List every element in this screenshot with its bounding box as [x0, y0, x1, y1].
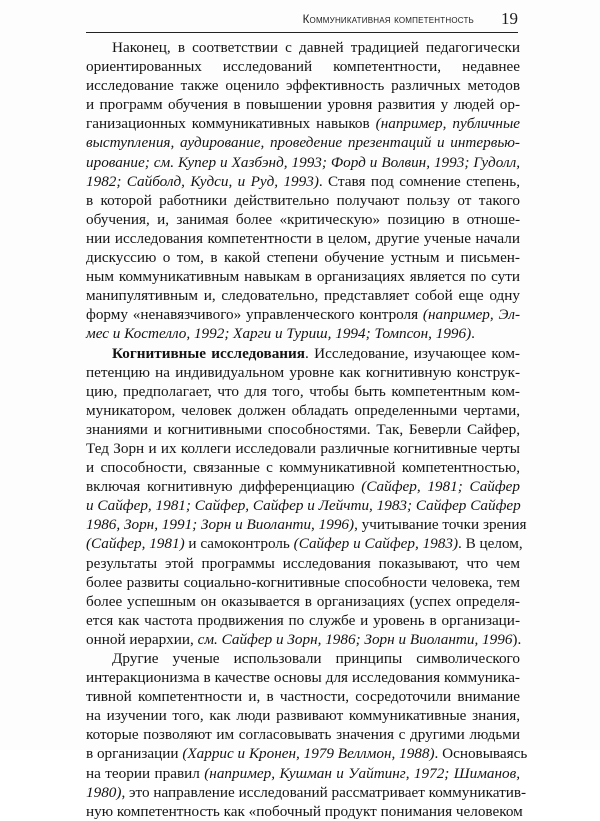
- text-line: [86, 573, 520, 592]
- text-run: интеракционизма в качестве основы для исследования коммуника-: [86, 669, 520, 687]
- text-line: [86, 611, 520, 630]
- text-line: [86, 95, 520, 114]
- text-run: .: [471, 325, 475, 343]
- text-line: [86, 592, 520, 611]
- text-run: ).: [512, 630, 522, 648]
- text-line: [86, 344, 520, 363]
- text-run: . Основываясь: [434, 745, 528, 763]
- citation-text: выступления, аудирование, проведение презентаций и интервью-: [86, 134, 520, 152]
- section-run-in-heading: Когнитивные исследования: [112, 344, 306, 362]
- text-line: [86, 744, 528, 763]
- text-line: [86, 764, 520, 783]
- running-title: Коммуникативная компетентность: [302, 14, 474, 26]
- text-run: в организации: [86, 745, 183, 763]
- citation-text: (например, публичные: [375, 115, 520, 133]
- text-run: ную компетентность как «побочный продукт понимания человеком: [86, 802, 523, 820]
- text-line: [86, 363, 520, 382]
- text-run: ориентированных исследований компетентности, недавнее: [86, 58, 520, 76]
- citation-text: мес и Костелло, 1992; Харги и Туриш, 1994; Томпсон, 1996): [86, 325, 472, 343]
- text-run: манипулятивным и, следовательно, представляет собой еще одну: [86, 287, 520, 305]
- text-line: [86, 420, 520, 439]
- text-line: [86, 802, 523, 821]
- text-run: ным коммуникативным навыкам в организациях является по сути: [86, 268, 520, 286]
- text-line: [86, 668, 520, 687]
- text-run: , учитывание точки зрения: [354, 516, 527, 534]
- text-run: более развиты социально-когнитивные способности человека, тем: [86, 573, 520, 591]
- citation-text: (Сайфер, 1981): [86, 535, 185, 553]
- text-line: [86, 57, 520, 76]
- text-line: [86, 267, 520, 286]
- text-line: [86, 554, 520, 573]
- paragraph: [86, 38, 520, 344]
- text-run: в которой работники действительно получают пользу от такого: [86, 191, 520, 209]
- text-line: [86, 153, 520, 172]
- body-text: [86, 38, 528, 821]
- text-line: [86, 706, 520, 725]
- text-line: [86, 458, 520, 477]
- text-run: результаты этой программы исследования показывают, что чем: [86, 554, 520, 572]
- text-line: [86, 191, 520, 210]
- text-run: форму «ненавязчивого» управленческого контроля: [86, 306, 423, 324]
- citation-text: 1980): [86, 783, 122, 801]
- text-line: [86, 630, 520, 649]
- paragraph: [86, 649, 528, 821]
- citation-text: (Сайфер и Сайфер, 1983): [293, 535, 459, 553]
- text-line: [86, 305, 520, 324]
- citation-text: 1986, Зорн, 1991; Зорн и Виоланти, 1996): [86, 516, 355, 534]
- text-run: цию, предполагает, что для того, чтобы быть компетентным ком-: [86, 382, 520, 400]
- page-number: 19: [501, 9, 518, 28]
- text-run: , это направление исследований рассматривает коммуникатив-: [121, 783, 527, 801]
- text-run: нии исследования компетентности в целом, другие ученые начали: [86, 229, 520, 247]
- text-line: [86, 38, 520, 57]
- running-header: [86, 9, 518, 31]
- text-run: ганизационных коммуникативных навыков: [86, 115, 376, 133]
- text-run: более успешным он оказывается в организациях (успех определя-: [86, 592, 520, 610]
- text-line: [86, 534, 523, 553]
- text-run: на изучении того, как люди развивают коммуникативные знания,: [86, 707, 520, 725]
- text-line: [86, 515, 527, 534]
- text-line: [86, 439, 520, 458]
- text-line: [86, 496, 520, 515]
- citation-text: см. Сайфер и Зорн, 1986; Зорн и Виоланти, 1996: [197, 630, 513, 648]
- text-run: обучения, и, занимая более «критическую» позицию в отноше-: [86, 210, 520, 228]
- text-run: . Исследование, изучающее ком-: [305, 344, 520, 362]
- text-line: [86, 210, 520, 229]
- text-run: дискуссию о том, в какой степени обучение устным и письмен-: [86, 249, 520, 267]
- text-run: . В целом,: [458, 535, 523, 553]
- text-run: онной иерархии,: [86, 630, 198, 648]
- text-run: которые позволяют им согласовывать значения с другими людьми: [86, 726, 520, 744]
- text-line: [86, 324, 520, 343]
- text-run: петенцию на индивидуальном уровне как когнитивную конструк-: [86, 363, 520, 381]
- citation-text: (например, Кушман и Уайтинг, 1972; Шиманов,: [204, 764, 520, 782]
- header-rule: [86, 32, 518, 33]
- text-run: Тед Зорн и их коллеги исследовали различные когнитивные черты: [86, 439, 520, 457]
- citation-text: ирование; см. Купер и Хазбэнд, 1993; Форд и Волвин, 1993; Гудолл,: [86, 153, 520, 171]
- text-line: [86, 133, 520, 152]
- citation-text: (Харрис и Кронен, 1979 Веллмон, 1988): [182, 745, 435, 763]
- text-line: [86, 114, 520, 133]
- text-line: [86, 649, 520, 668]
- paragraph: [86, 344, 527, 650]
- text-run: исследование также оценило эффективность различных методов: [86, 77, 520, 95]
- text-line: [86, 76, 520, 95]
- text-line: [86, 401, 520, 420]
- citation-text: и Сайфер, 1981; Сайфер, Сайфер и Лейчти, 1983; Сайфер Сайфер: [86, 497, 521, 515]
- text-run: включая когнитивную дифференциацию: [86, 478, 362, 496]
- text-line: [86, 248, 520, 267]
- text-run: тивной компетентности и, в частности, сосредоточили внимание: [86, 688, 520, 706]
- text-run: . Ставя под сомнение степень,: [318, 172, 520, 190]
- text-run: и способности, связанные с коммуникативной компетентностью,: [86, 459, 520, 477]
- text-line: [86, 382, 520, 401]
- text-line: [86, 725, 520, 744]
- text-run: на теории правил: [86, 764, 205, 782]
- text-run: знаниями и когнитивными способностями. Так, Беверли Сайфер,: [86, 420, 520, 438]
- text-run: Наконец, в соответствии с давней традицией педагогически: [112, 39, 520, 56]
- text-line: [86, 286, 520, 305]
- text-line: [86, 477, 520, 496]
- text-run: Другие ученые использовали принципы символического: [112, 650, 520, 667]
- text-run: и программ обучения в повышении уровня развития у людей ор-: [86, 96, 520, 114]
- citation-text: 1982; Сайболд, Кудси, и Руд, 1993): [86, 172, 319, 190]
- text-line: [86, 687, 520, 706]
- citation-text: (например, Эл-: [422, 306, 520, 324]
- citation-text: (Сайфер, 1981; Сайфер: [361, 478, 520, 496]
- text-run: и самоконтроль: [184, 535, 294, 553]
- text-run: муникатором, человек должен обладать определенными чертами,: [86, 401, 520, 419]
- text-line: [86, 172, 520, 191]
- text-run: ется как частота продвижения по службе и уровень в организаци-: [86, 611, 520, 629]
- text-line: [86, 229, 520, 248]
- text-line: [86, 783, 527, 802]
